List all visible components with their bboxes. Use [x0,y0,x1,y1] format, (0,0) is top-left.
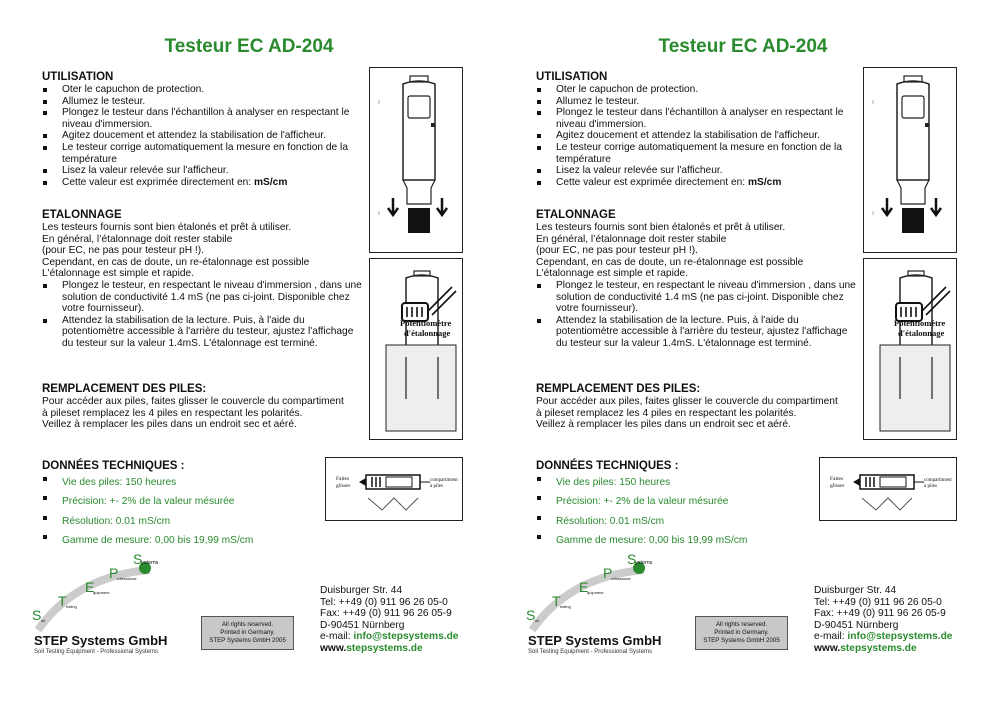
address-city: D-90451 Nürnberg [814,619,899,631]
figure-label: Potentiomètre [400,318,452,328]
logo-word: quipment [587,590,604,595]
list-item: Attendez la stabilisation de la lecture. Puis, à l'aide du potentiomètre accessible à l'arrière du testeur, ajustez l'affichage du testeur sur la valeur 1.4mS. L'étalonnage est terminé. [42,315,364,350]
spec-item: Vie des piles: 150 heures [536,473,816,492]
paragraph-line: Les testeurs fournis sont bien étalonés et prêt à utiliser. [536,222,786,233]
address-fax: Fax: ++49 (0) 911 96 26 05-9 [814,608,946,620]
paragraph-line: à pileset remplacez les 4 piles en respectant les polarités. [536,407,797,419]
email-prefix: e-mail: [814,631,848,643]
tester-immersion-figure [369,67,463,253]
spec-item: Précision: +- 2% de la valeur mésurée [536,492,816,511]
spec-item: Gamme de mesure: 0,00 bis 19,99 mS/cm [42,531,322,550]
spec-item: Résolution: 0.01 mS/cm [42,512,322,531]
website-link[interactable]: stepsystems.de [346,642,423,654]
section-heading: ETALONNAGE [536,209,616,221]
logo-letter: S [32,607,42,623]
battery-figure [325,457,463,521]
web-prefix: www. [814,642,841,654]
figure-label: compartiment [430,478,458,483]
paragraph-line: à pileset remplacez les 4 piles en respectant les polarités. [42,407,303,419]
rights-line: All rights reserved. [715,621,768,628]
utilisation-section [536,71,856,188]
page-title: Testeur EC AD-204 [164,36,334,57]
address-tel: Tel: ++49 (0) 911 96 26 05-0 [814,596,942,608]
logo-word: rofessional [117,576,137,581]
tester-icon [864,68,956,252]
list-item-text: Cette valeur est exprimée directement en: [62,176,254,188]
paragraph-line: Pour accéder aux piles, faites glisser le couvercle du compartiment [42,396,344,407]
potentiometer-icon [370,259,462,439]
company-tagline: Soil Testing Equipment - Professional Systems [34,649,158,655]
figure-label: compartiment [924,478,952,483]
figure-label: glisser [830,483,845,489]
section-heading: UTILISATION [536,71,608,83]
list-item: Oter le capuchon de protection. [42,84,362,96]
figure-label: à piles [924,484,937,489]
rights-badge [695,616,788,650]
list-item: Lisez la valeur relevée sur l'afficheur. [536,165,856,177]
figure-label: d'étalonnage [898,328,945,338]
figure-label: Faites [830,476,844,482]
logo-word: esting [66,604,77,609]
list-item: Attendez la stabilisation de la lecture. Puis, à l'aide du potentiomètre accessible à l'arrière du testeur, ajustez l'affichage du testeur sur la valeur 1.4mS. L'étalonnage est terminé. [536,315,858,350]
step-logo [524,548,684,632]
paragraph-line: L'étalonnage est simple et rapide. [42,268,195,280]
paragraph-line: (pour EC, ne pas pour testeur pH !). [42,245,204,257]
page-title: Testeur EC AD-204 [658,36,828,57]
section-heading: DONNÉES TECHNIQUES : [42,460,185,472]
address-web-row [814,643,952,655]
paragraph-line: Cependant, en cas de doute, un re-étalonnage est possible [42,256,310,268]
web-prefix: www. [320,642,347,654]
etalonnage-section [42,209,364,350]
address-city: D-90451 Nürnberg [320,619,405,631]
figure-label: Faites [336,476,350,482]
figure-label: d'étalonnage [404,328,451,338]
logo-word: ystems [141,560,159,566]
section-heading: DONNÉES TECHNIQUES : [536,460,679,472]
rights-line: All rights reserved. [221,621,274,628]
list-item [536,177,856,189]
logo-letter: P [109,565,119,581]
calibration-figure [369,258,463,440]
logo-letter: T [552,593,561,609]
logo-letter: S [526,607,536,623]
unit-label: mS/cm [253,176,288,188]
paragraph-line: En général, l’étalonnage doit rester stabile [42,233,233,245]
address-email-row [320,631,458,643]
spec-item: Résolution: 0.01 mS/cm [536,512,816,531]
paragraph-line: Veillez à remplacer les piles dans un endroit sec et aéré. [536,419,791,431]
calibration-figure [863,258,957,440]
figure-label: glisser [336,483,351,489]
potentiometer-icon [864,259,956,439]
rights-line: Printed in Germany. [714,629,769,636]
logo-word: oil [41,618,46,623]
spec-item: Gamme de mesure: 0,00 bis 19,99 mS/cm [536,531,816,550]
company-tagline: Soil Testing Equipment - Professional Systems [528,649,652,655]
list-item: Plongez le testeur dans l'échantillon à analyser en respectant le niveau d'immersion. [536,107,856,130]
list-item: Allumez le testeur. [42,96,362,108]
list-item: Plongez le testeur dans l'échantillon à analyser en respectant le niveau d'immersion. [42,107,362,130]
logo-letter: S [133,551,143,567]
donnees-section [536,460,816,550]
logo-word: esting [560,604,571,609]
figure-label: Potentiomètre [894,318,946,328]
section-heading: ETALONNAGE [42,209,122,221]
rights-badge [201,616,294,650]
piles-section [536,383,856,431]
utilisation-section [42,71,362,188]
step-logo [30,548,190,632]
address-fax: Fax: ++49 (0) 911 96 26 05-9 [320,608,452,620]
list-item: Agitez doucement et attendez la stabilisation de l'afficheur. [42,130,362,142]
paragraph-line: L'étalonnage est simple et rapide. [536,268,689,280]
address-street: Duisburger Str. 44 [814,585,897,596]
list-item: Allumez le testeur. [536,96,856,108]
paragraph-line: Pour accéder aux piles, faites glisser le couvercle du compartiment [536,396,838,407]
logo-letter: S [627,551,637,567]
spec-item: Précision: +- 2% de la valeur mésurée [42,492,322,511]
list-item: Plongez le testeur, en respectant le niveau d'immersion , dans une solution de conductivité 1.4 mS (ne pas ci-joint. Disponible chez votre fournisseur). [536,280,858,315]
list-item: Le testeur corrige automatiquement la mesure en fonction de la température [42,142,362,165]
spec-item: Vie des piles: 150 heures [42,473,322,492]
list-item [42,177,362,189]
paragraph-line: Veillez à remplacer les piles dans un endroit sec et aéré. [42,419,297,431]
list-item: Agitez doucement et attendez la stabilisation de l'afficheur. [536,130,856,142]
logo-letter: E [579,579,589,595]
logo-letter: E [85,579,95,595]
paragraph-line: Les testeurs fournis sont bien étalonés et prêt à utiliser. [42,222,292,233]
panel-right [494,0,990,701]
logo-word: quipment [93,590,110,595]
list-item: Oter le capuchon de protection. [536,84,856,96]
rights-line: STEP Systems GmbH 2005 [209,637,286,644]
donnees-section [42,460,322,550]
section-heading: UTILISATION [42,71,114,83]
rights-line: Printed in Germany. [220,629,275,636]
section-heading: REMPLACEMENT DES PILES: [536,383,701,395]
paragraph-line: Cependant, en cas de doute, un re-étalonnage est possible [536,256,804,268]
contact-address [320,585,458,655]
etalonnage-section [536,209,858,350]
logo-letter: T [58,593,67,609]
list-item: Plongez le testeur, en respectant le niveau d'immersion , dans une solution de conductivité 1.4 mS (ne pas ci-joint. Disponible chez votre fournisseur). [42,280,364,315]
battery-compartment-icon [820,458,956,520]
address-web-row [320,643,458,655]
company-name: STEP Systems GmbH [528,633,662,648]
unit-label: mS/cm [747,176,782,188]
piles-section [42,383,362,431]
logo-word: oil [535,618,540,623]
email-link[interactable]: info@stepsystems.de [847,631,953,643]
list-item: Lisez la valeur relevée sur l'afficheur. [42,165,362,177]
section-heading: REMPLACEMENT DES PILES: [42,383,207,395]
address-tel: Tel: ++49 (0) 911 96 26 05-0 [320,596,448,608]
paragraph-line: (pour EC, ne pas pour testeur pH !). [536,245,698,257]
paragraph-line: En général, l’étalonnage doit rester stabile [536,233,727,245]
address-email-row [814,631,952,643]
tester-icon [370,68,462,252]
battery-figure [819,457,957,521]
logo-word: ystems [635,560,653,566]
rights-line: STEP Systems GmbH 2005 [703,637,780,644]
list-item: Le testeur corrige automatiquement la mesure en fonction de la température [536,142,856,165]
website-link[interactable]: stepsystems.de [840,642,917,654]
tester-immersion-figure [863,67,957,253]
battery-compartment-icon [326,458,462,520]
company-name: STEP Systems GmbH [34,633,168,648]
email-link[interactable]: info@stepsystems.de [353,631,459,643]
contact-address [814,585,952,655]
address-street: Duisburger Str. 44 [320,585,403,596]
logo-word: rofessional [611,576,631,581]
logo-icon [30,548,190,632]
logo-letter: P [603,565,613,581]
figure-label: à piles [430,484,443,489]
list-item-text: Cette valeur est exprimée directement en: [556,176,748,188]
logo-icon [524,548,684,632]
email-prefix: e-mail: [320,631,354,643]
